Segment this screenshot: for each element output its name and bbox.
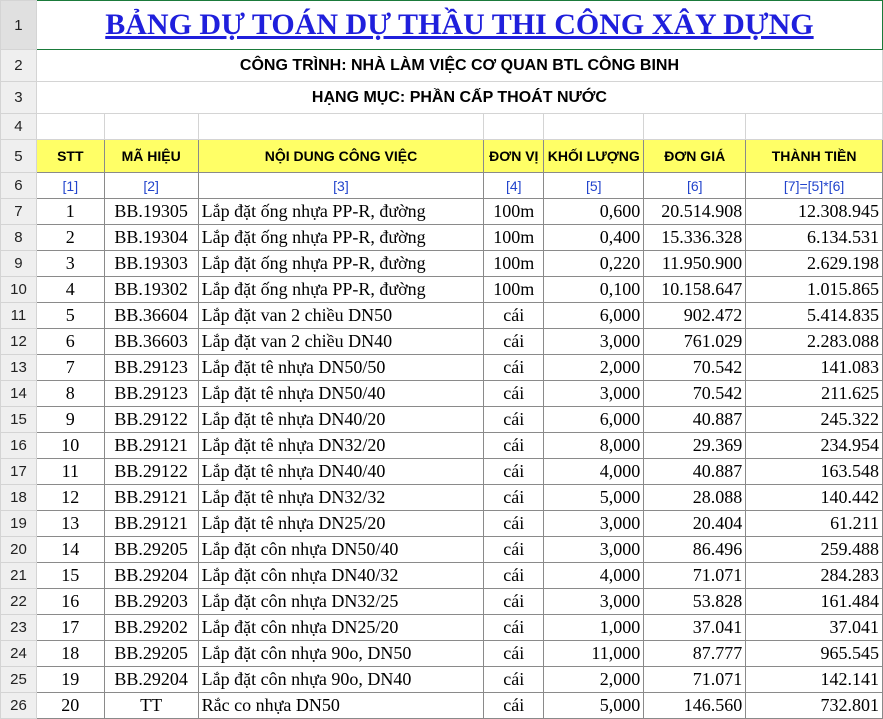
unit-cell[interactable]: cái: [484, 329, 544, 355]
unit-price-cell[interactable]: 29.369: [644, 433, 746, 459]
unit-cell[interactable]: cái: [484, 693, 544, 719]
header-description[interactable]: NỘI DUNG CÔNG VIỆC: [198, 140, 484, 173]
code-cell[interactable]: BB.29202: [104, 615, 198, 641]
stt-cell[interactable]: 20: [36, 693, 104, 719]
total-cell[interactable]: 6.134.531: [746, 225, 883, 251]
stt-cell[interactable]: 8: [36, 381, 104, 407]
total-cell[interactable]: 234.954: [746, 433, 883, 459]
code-cell[interactable]: BB.19302: [104, 277, 198, 303]
quantity-cell[interactable]: 2,000: [544, 667, 644, 693]
table-row: [1, 303, 883, 329]
stt-cell[interactable]: 4: [36, 277, 104, 303]
quantity-cell[interactable]: 0,220: [544, 251, 644, 277]
row-header[interactable]: 7: [1, 199, 37, 225]
sheet-row: [1, 1, 883, 50]
table-row: [1, 433, 883, 459]
unit-cell[interactable]: cái: [484, 641, 544, 667]
row-header[interactable]: 26: [1, 693, 37, 719]
empty-cell[interactable]: [544, 114, 644, 140]
code-cell[interactable]: BB.19305: [104, 199, 198, 225]
row-header[interactable]: 19: [1, 511, 37, 537]
quantity-cell[interactable]: 6,000: [544, 407, 644, 433]
description-cell[interactable]: Lắp đặt ống nhựa PP-R, đường: [198, 225, 484, 251]
quantity-cell[interactable]: 2,000: [544, 355, 644, 381]
category-name[interactable]: HẠNG MỤC: PHẦN CẤP THOÁT NƯỚC: [36, 82, 882, 114]
code-cell[interactable]: BB.29121: [104, 485, 198, 511]
empty-cell[interactable]: [104, 114, 198, 140]
stt-cell[interactable]: 9: [36, 407, 104, 433]
row-header[interactable]: 12: [1, 329, 37, 355]
stt-cell[interactable]: 2: [36, 225, 104, 251]
empty-cell[interactable]: [198, 114, 484, 140]
column-index-cell[interactable]: [5]: [544, 173, 644, 199]
total-cell[interactable]: 161.484: [746, 589, 883, 615]
quantity-cell[interactable]: 11,000: [544, 641, 644, 667]
description-cell[interactable]: Lắp đặt ống nhựa PP-R, đường: [198, 251, 484, 277]
table-row: [1, 589, 883, 615]
row-header[interactable]: 13: [1, 355, 37, 381]
stt-cell[interactable]: 16: [36, 589, 104, 615]
unit-price-cell[interactable]: 146.560: [644, 693, 746, 719]
header-code[interactable]: MÃ HIỆU: [104, 140, 198, 173]
quantity-cell[interactable]: 3,000: [544, 511, 644, 537]
sheet-row: [1, 50, 883, 82]
unit-price-cell[interactable]: 15.336.328: [644, 225, 746, 251]
unit-cell[interactable]: 100m: [484, 251, 544, 277]
code-cell[interactable]: BB.29204: [104, 667, 198, 693]
unit-cell[interactable]: cái: [484, 407, 544, 433]
total-cell[interactable]: 2.283.088: [746, 329, 883, 355]
row-header[interactable]: 23: [1, 615, 37, 641]
unit-price-cell[interactable]: 70.542: [644, 355, 746, 381]
unit-price-cell[interactable]: 10.158.647: [644, 277, 746, 303]
code-cell[interactable]: BB.29123: [104, 381, 198, 407]
row-header[interactable]: 25: [1, 667, 37, 693]
stt-cell[interactable]: 18: [36, 641, 104, 667]
description-cell[interactable]: Lắp đặt tê nhựa DN32/20: [198, 433, 484, 459]
description-cell[interactable]: Lắp đặt côn nhựa DN50/40: [198, 537, 484, 563]
row-header[interactable]: 6: [1, 173, 37, 199]
unit-cell[interactable]: 100m: [484, 277, 544, 303]
row-header[interactable]: 14: [1, 381, 37, 407]
table-row: [1, 251, 883, 277]
empty-cell[interactable]: [644, 114, 746, 140]
unit-price-cell[interactable]: 902.472: [644, 303, 746, 329]
total-cell[interactable]: 245.322: [746, 407, 883, 433]
row-header[interactable]: 8: [1, 225, 37, 251]
empty-cell[interactable]: [36, 114, 104, 140]
description-cell[interactable]: Lắp đặt tê nhựa DN25/20: [198, 511, 484, 537]
row-header[interactable]: 4: [1, 114, 37, 140]
unit-price-cell[interactable]: 761.029: [644, 329, 746, 355]
stt-cell[interactable]: 15: [36, 563, 104, 589]
description-cell[interactable]: Lắp đặt côn nhựa 90o, DN40: [198, 667, 484, 693]
stt-cell[interactable]: 11: [36, 459, 104, 485]
code-cell[interactable]: TT: [104, 693, 198, 719]
code-cell[interactable]: BB.36603: [104, 329, 198, 355]
unit-price-cell[interactable]: 53.828: [644, 589, 746, 615]
row-header[interactable]: 10: [1, 277, 37, 303]
total-cell[interactable]: 284.283: [746, 563, 883, 589]
total-cell[interactable]: 141.083: [746, 355, 883, 381]
description-cell[interactable]: Lắp đặt côn nhựa 90o, DN50: [198, 641, 484, 667]
empty-cell[interactable]: [484, 114, 544, 140]
table-row: [1, 407, 883, 433]
header-stt[interactable]: STT: [36, 140, 104, 173]
total-cell[interactable]: 163.548: [746, 459, 883, 485]
code-cell[interactable]: BB.29205: [104, 537, 198, 563]
unit-price-cell[interactable]: 20.404: [644, 511, 746, 537]
unit-cell[interactable]: cái: [484, 589, 544, 615]
unit-cell[interactable]: 100m: [484, 225, 544, 251]
quantity-cell[interactable]: 3,000: [544, 329, 644, 355]
stt-cell[interactable]: 17: [36, 615, 104, 641]
table-row: [1, 329, 883, 355]
sheet-row: [1, 140, 883, 173]
quantity-cell[interactable]: 3,000: [544, 589, 644, 615]
description-cell[interactable]: Lắp đặt tê nhựa DN50/40: [198, 381, 484, 407]
total-cell[interactable]: 2.629.198: [746, 251, 883, 277]
column-index-cell[interactable]: [1]: [36, 173, 104, 199]
header-quantity[interactable]: KHỐI LƯỢNG: [544, 140, 644, 173]
stt-cell[interactable]: 10: [36, 433, 104, 459]
table-row: [1, 381, 883, 407]
unit-cell[interactable]: cái: [484, 667, 544, 693]
unit-cell[interactable]: cái: [484, 303, 544, 329]
stt-cell[interactable]: 7: [36, 355, 104, 381]
table-row: [1, 459, 883, 485]
total-cell[interactable]: 142.141: [746, 667, 883, 693]
unit-cell[interactable]: cái: [484, 381, 544, 407]
row-header[interactable]: 16: [1, 433, 37, 459]
sheet-row: [1, 173, 883, 199]
column-index-cell[interactable]: [3]: [198, 173, 484, 199]
code-cell[interactable]: BB.29205: [104, 641, 198, 667]
code-cell[interactable]: BB.19304: [104, 225, 198, 251]
row-header[interactable]: 1: [1, 1, 37, 50]
header-unit-price[interactable]: ĐƠN GIÁ: [644, 140, 746, 173]
description-cell[interactable]: Lắp đặt ống nhựa PP-R, đường: [198, 199, 484, 225]
quantity-cell[interactable]: 3,000: [544, 537, 644, 563]
row-header[interactable]: 17: [1, 459, 37, 485]
total-cell[interactable]: 12.308.945: [746, 199, 883, 225]
row-header[interactable]: 22: [1, 589, 37, 615]
code-cell[interactable]: BB.29123: [104, 355, 198, 381]
quantity-cell[interactable]: 4,000: [544, 563, 644, 589]
row-header[interactable]: 11: [1, 303, 37, 329]
unit-cell[interactable]: cái: [484, 537, 544, 563]
table-row: [1, 667, 883, 693]
description-cell[interactable]: Lắp đặt tê nhựa DN40/20: [198, 407, 484, 433]
code-cell[interactable]: BB.29122: [104, 459, 198, 485]
unit-cell[interactable]: cái: [484, 355, 544, 381]
stt-cell[interactable]: 19: [36, 667, 104, 693]
stt-cell[interactable]: 1: [36, 199, 104, 225]
description-cell[interactable]: Lắp đặt tê nhựa DN32/32: [198, 485, 484, 511]
table-row: [1, 563, 883, 589]
unit-cell[interactable]: 100m: [484, 199, 544, 225]
table-row: [1, 641, 883, 667]
total-cell[interactable]: 5.414.835: [746, 303, 883, 329]
code-cell[interactable]: BB.29204: [104, 563, 198, 589]
project-name[interactable]: CÔNG TRÌNH: NHÀ LÀM VIỆC CƠ QUAN BTL CÔNG BINH: [36, 50, 882, 82]
sheet-title[interactable]: BẢNG DỰ TOÁN DỰ THẦU THI CÔNG XÂY DỰNG: [36, 1, 882, 50]
row-header[interactable]: 18: [1, 485, 37, 511]
unit-price-cell[interactable]: 40.887: [644, 459, 746, 485]
stt-cell[interactable]: 6: [36, 329, 104, 355]
unit-price-cell[interactable]: 20.514.908: [644, 199, 746, 225]
row-header[interactable]: 21: [1, 563, 37, 589]
stt-cell[interactable]: 3: [36, 251, 104, 277]
description-cell[interactable]: Lắp đặt côn nhựa DN32/25: [198, 589, 484, 615]
description-cell[interactable]: Lắp đặt ống nhựa PP-R, đường: [198, 277, 484, 303]
total-cell[interactable]: 211.625: [746, 381, 883, 407]
table-row: [1, 615, 883, 641]
unit-price-cell[interactable]: 71.071: [644, 563, 746, 589]
unit-price-cell[interactable]: 87.777: [644, 641, 746, 667]
table-row: [1, 355, 883, 381]
total-cell[interactable]: 965.545: [746, 641, 883, 667]
total-cell[interactable]: 61.211: [746, 511, 883, 537]
unit-cell[interactable]: cái: [484, 433, 544, 459]
unit-price-cell[interactable]: 40.887: [644, 407, 746, 433]
code-cell[interactable]: BB.29122: [104, 407, 198, 433]
code-cell[interactable]: BB.36604: [104, 303, 198, 329]
column-index-cell[interactable]: [7]=[5]*[6]: [746, 173, 883, 199]
table-row: [1, 693, 883, 719]
row-header[interactable]: 9: [1, 251, 37, 277]
column-index-cell[interactable]: [4]: [484, 173, 544, 199]
description-cell[interactable]: Rắc co nhựa DN50: [198, 693, 484, 719]
unit-cell[interactable]: cái: [484, 459, 544, 485]
code-cell[interactable]: BB.19303: [104, 251, 198, 277]
unit-cell[interactable]: cái: [484, 511, 544, 537]
stt-cell[interactable]: 12: [36, 485, 104, 511]
code-cell[interactable]: BB.29203: [104, 589, 198, 615]
quantity-cell[interactable]: 0,400: [544, 225, 644, 251]
total-cell[interactable]: 1.015.865: [746, 277, 883, 303]
table-row: [1, 277, 883, 303]
row-header[interactable]: 3: [1, 82, 37, 114]
quantity-cell[interactable]: 5,000: [544, 485, 644, 511]
empty-cell[interactable]: [746, 114, 883, 140]
description-cell[interactable]: Lắp đặt van 2 chiều DN50: [198, 303, 484, 329]
quantity-cell[interactable]: 8,000: [544, 433, 644, 459]
column-index-cell[interactable]: [6]: [644, 173, 746, 199]
code-cell[interactable]: BB.29121: [104, 433, 198, 459]
quantity-cell[interactable]: 6,000: [544, 303, 644, 329]
total-cell[interactable]: 732.801: [746, 693, 883, 719]
unit-price-cell[interactable]: 70.542: [644, 381, 746, 407]
quantity-cell[interactable]: 3,000: [544, 381, 644, 407]
unit-cell[interactable]: cái: [484, 563, 544, 589]
total-cell[interactable]: 140.442: [746, 485, 883, 511]
total-cell[interactable]: 259.488: [746, 537, 883, 563]
row-header[interactable]: 20: [1, 537, 37, 563]
quantity-cell[interactable]: 1,000: [544, 615, 644, 641]
code-cell[interactable]: BB.29121: [104, 511, 198, 537]
unit-price-cell[interactable]: 86.496: [644, 537, 746, 563]
table-row: [1, 511, 883, 537]
row-header[interactable]: 15: [1, 407, 37, 433]
stt-cell[interactable]: 14: [36, 537, 104, 563]
description-cell[interactable]: Lắp đặt côn nhựa DN40/32: [198, 563, 484, 589]
stt-cell[interactable]: 5: [36, 303, 104, 329]
table-row: [1, 485, 883, 511]
sheet-row: [1, 114, 883, 140]
table-row: [1, 225, 883, 251]
unit-cell[interactable]: cái: [484, 615, 544, 641]
total-cell[interactable]: 37.041: [746, 615, 883, 641]
quantity-cell[interactable]: 0,100: [544, 277, 644, 303]
unit-price-cell[interactable]: 71.071: [644, 667, 746, 693]
unit-price-cell[interactable]: 11.950.900: [644, 251, 746, 277]
description-cell[interactable]: Lắp đặt côn nhựa DN25/20: [198, 615, 484, 641]
unit-cell[interactable]: cái: [484, 485, 544, 511]
quantity-cell[interactable]: 0,600: [544, 199, 644, 225]
quantity-cell[interactable]: 4,000: [544, 459, 644, 485]
stt-cell[interactable]: 13: [36, 511, 104, 537]
unit-price-cell[interactable]: 37.041: [644, 615, 746, 641]
header-unit[interactable]: ĐƠN VỊ: [484, 140, 544, 173]
row-header[interactable]: 24: [1, 641, 37, 667]
header-total[interactable]: THÀNH TIỀN: [746, 140, 883, 173]
quantity-cell[interactable]: 5,000: [544, 693, 644, 719]
description-cell[interactable]: Lắp đặt tê nhựa DN50/50: [198, 355, 484, 381]
row-header[interactable]: 2: [1, 50, 37, 82]
table-row: [1, 537, 883, 563]
description-cell[interactable]: Lắp đặt tê nhựa DN40/40: [198, 459, 484, 485]
row-header[interactable]: 5: [1, 140, 37, 173]
sheet-row: [1, 82, 883, 114]
column-index-cell[interactable]: [2]: [104, 173, 198, 199]
description-cell[interactable]: Lắp đặt van 2 chiều DN40: [198, 329, 484, 355]
unit-price-cell[interactable]: 28.088: [644, 485, 746, 511]
table-row: [1, 199, 883, 225]
